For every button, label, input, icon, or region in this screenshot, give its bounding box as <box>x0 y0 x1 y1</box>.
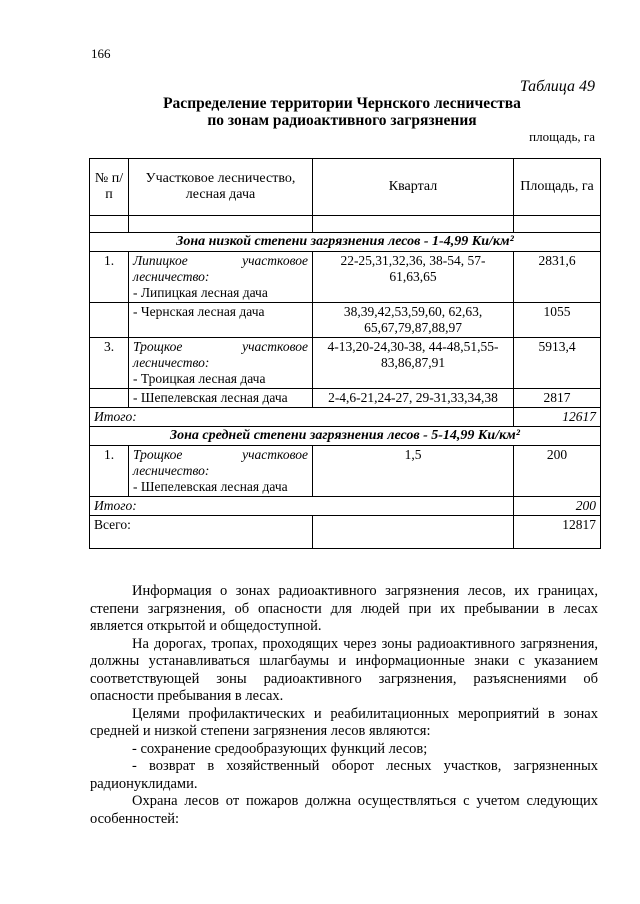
row-district <box>129 252 313 303</box>
row-area: 2817 <box>514 389 601 408</box>
unit-note: площадь, га <box>529 129 595 144</box>
table-header-row <box>90 159 601 216</box>
district-name: Трощкое участковое лесничество: <box>133 447 308 478</box>
header-quarter: Квартал <box>313 159 514 216</box>
row-num <box>90 389 129 408</box>
grand-total-value: 12817 <box>514 516 601 549</box>
zone-row <box>90 233 601 252</box>
row-quarters: 38,39,42,53,59,60, 62,63, 65,67,79,87,88,97 <box>313 303 514 338</box>
row-num: 1. <box>90 446 129 497</box>
table-row <box>90 252 601 303</box>
row-area: 2831,6 <box>514 252 601 303</box>
row-area: 200 <box>514 446 601 497</box>
table-row <box>90 338 601 389</box>
header-district: Участковое лесничество, лесная дача <box>129 159 313 216</box>
row-district <box>129 303 313 338</box>
title-line-2: по зонам радиоактивного загрязнения <box>207 112 477 129</box>
row-area: 1055 <box>514 303 601 338</box>
dacha-name: - Шепелевская лесная дача <box>133 390 288 405</box>
table-spacer-row <box>90 216 601 233</box>
table-caption: Таблица 49 <box>519 78 595 95</box>
header-num: № п/п <box>90 159 129 216</box>
list-item: - сохранение средообразующих функций лесов; <box>132 740 428 757</box>
zone-1-title: Зона низкой степени загрязнения лесов - 1-4,99 Ки/км² <box>90 233 601 252</box>
row-district <box>129 446 313 497</box>
grand-total-label: Всего: <box>90 516 313 549</box>
subtotal-label: Итого: <box>90 497 514 516</box>
header-area: Площадь, га <box>514 159 601 216</box>
list-item: - возврат в хозяйственный оборот лесных участков, загрязненных радионуклидами. <box>90 758 598 792</box>
row-quarters: 1,5 <box>313 446 514 497</box>
row-area: 5913,4 <box>514 338 601 389</box>
row-num: 3. <box>90 338 129 389</box>
table-title <box>90 95 594 129</box>
table-row <box>90 389 601 408</box>
paragraph: На дорогах, тропах, проходящих через зоны радиоактивного загрязнения, должны устанавливаться шлагбаумы и информационные знаки с указанием соответствующей зоны радиоактивного загрязнения, разъяснениями об опасности пребывания в лесах. <box>90 635 598 704</box>
paragraph: Целями профилактических и реабилитационных мероприятий в зонах средней и низкой степени загрязнения лесов являются: <box>90 705 598 739</box>
district-name: Липицкое участковое лесничество: <box>133 253 308 284</box>
row-district <box>129 389 313 408</box>
body-text <box>90 583 598 828</box>
row-district <box>129 338 313 389</box>
row-num <box>90 303 129 338</box>
page-number: 166 <box>91 46 111 61</box>
zone-row <box>90 427 601 446</box>
dacha-name: - Троицкая лесная дача <box>133 371 266 386</box>
table-row <box>90 303 601 338</box>
dacha-name: - Шепелевская лесная дача <box>133 479 288 494</box>
dacha-name: - Липицкая лесная дача <box>133 285 268 300</box>
subtotal-label: Итого: <box>90 408 514 427</box>
zones-table <box>89 158 601 549</box>
table-row <box>90 446 601 497</box>
subtotal-row <box>90 497 601 516</box>
grand-total-empty <box>313 516 514 549</box>
dacha-name: - Чернская лесная дача <box>133 304 265 319</box>
title-line-1: Распределение территории Чернского лесничества <box>163 95 521 112</box>
paragraph: Информация о зонах радиоактивного загрязнения лесов, их границах, степени загрязнения, об опасности для людей при их пребывании в лесах является открытой и общедоступной. <box>90 583 598 634</box>
subtotal-row <box>90 408 601 427</box>
district-name: Трощкое участковое лесничество: <box>133 339 308 370</box>
row-quarters: 22-25,31,32,36, 38-54, 57-61,63,65 <box>313 252 514 303</box>
grand-total-row <box>90 516 601 549</box>
row-num: 1. <box>90 252 129 303</box>
row-quarters: 4-13,20-24,30-38, 44-48,51,55-83,86,87,91 <box>313 338 514 389</box>
subtotal-value: 12617 <box>514 408 601 427</box>
paragraph: Охрана лесов от пожаров должна осуществляться с учетом следующих особенностей: <box>90 793 598 827</box>
subtotal-value: 200 <box>514 497 601 516</box>
row-quarters: 2-4,6-21,24-27, 29-31,33,34,38 <box>313 389 514 408</box>
zone-2-title: Зона средней степени загрязнения лесов - 5-14,99 Ки/км² <box>90 427 601 446</box>
